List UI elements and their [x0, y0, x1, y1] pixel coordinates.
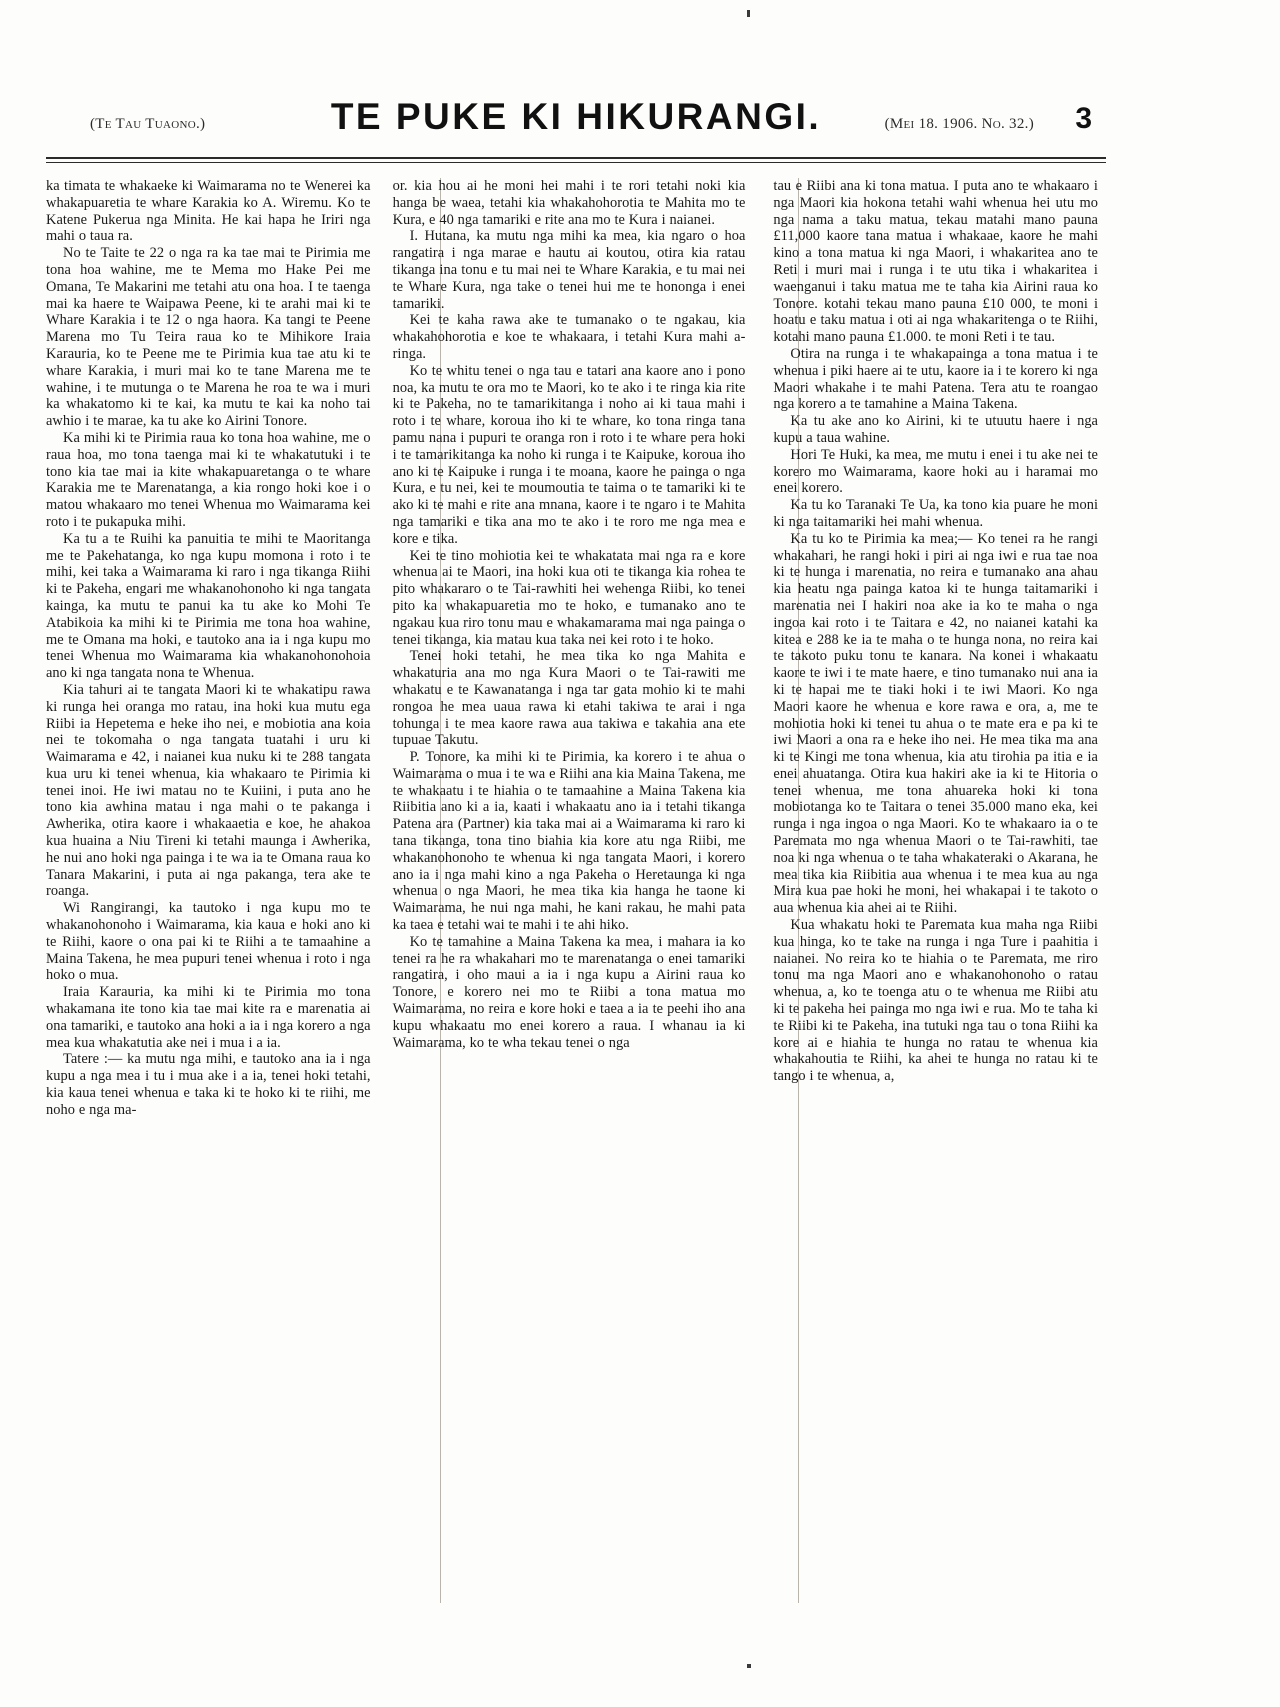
paragraph: Ka tu ake ano ko Airini, ki te utuutu haere i nga kupu a taua wahine. [773, 413, 1098, 446]
paragraph: Hori Te Huki, ka mea, me mutu i enei i tu ake nei te korero mo Waimarama, kaore hoki au i haramai mo enei korero. [773, 446, 1098, 497]
paragraph: Kei te tino mohiotia kei te whakatata mai nga ra e kore whenua ai te Maori, ina hoki kua oti te tikanga kia rohea te pito whakararo o te Tai-rawhiti hei wehenga Riibi, ko tenei pito ka whakapuaretia mo te hoko, e tumanako ano te ngakau kua riro tonu mau e whakamarama mai nga painga o tenei tikanga, kia matau kua taka nei kei roto i te hoko. [392, 547, 746, 648]
paragraph: ka timata te whakaeke ki Waimarama no te Wenerei ka whakapuaretia te whare Karakia ko A. Wiremu. Ko te Katene Pukerua nga Minita. He kai hapa he Iriri nga mahi o taua ra. [46, 178, 371, 245]
paragraph: Iraia Karauria, ka mihi ki te Pirimia mo tona whakamana ite tono kia tae mai kite ra e marenatia ai ona tamariki, e tautoko ana hoki a ia i nga korero a nga mea kua whakatutia ake nei i mua i a ia. [46, 984, 371, 1051]
paragraph: I. Hutana, ka mutu nga mihi ka mea, kia ngaro o hoa rangatira i nga marae e hautu ai koutou, otira kia ratau tikanga ina tonu e tu mai nei te Whare Karakia, e tu mai nei te Whare Kura, nga take o tenei hui me te hononga i enei tamariki. [392, 228, 746, 312]
paragraph: Ka tu ko te Pirimia ka mea;— Ko tenei ra he rangi whakahari, he rangi hoki i piri ai nga iwi e rua tae noa ki te hunga i marenatia, no reira e tumanako ana ahau kia heatu nga painga katoa ki te hunga taitamariki i marenatia nei I hakiri noa ake ia ko te maha o nga ingoa kai roto i te Taitara e 42, no naianei katahi ka kitea e 288 ke ia te maha o te hunga nona, no reira kai te takoto puku tonu te kanara. Na konei i whakaatu kaore te iwi i te mate haere, e tino tumanako nui ana ia ki te hapai me te tiaki hoki i te iwi Maori. Ko nga Maori kaore he whenua e kore rawa e ora, a, me te mohiotia hoki ki tenei tu ahua o te mate era e pa ki te iwi Maori a ona ra e heke iho nei. He mea tika ma ana ki te Kingi me tona whenua, kia atu tirohia pa itia e ia enei ahuatanga. Otira kua hakiri ake ia ki te Hitoria o tenei whenua, me tona ahuareka hoki ki tona mobiotanga ko te Taitara o tenei 35.000 mano eka, kei runga i nga ingoa o nga Maori. Ko te whakaaro ia o te Paremata mo nga whenua Maori o te Tai-rawhiti, tae noa ki nga whenua o te taha whakateraki o Akarana, he mea tika kia Riibitia aua whenua i te mea kua au nga Mira kua pae hoki he moni, hei whakapai i te takoto o aua whenua kia ahei ai te Riihi. [773, 530, 1098, 917]
paragraph: tau e Riibi ana ki tona matua. I puta ano te whakaaro i nga Maori kia hokona tetahi wahi whenua hei utu mo nga nama a taku matua, tekau matahi mano pauna £11,000 kaore tana matua i whakaae, kaore he mahi kino a tona matua ki nga Maori, i whakaritea ano te Reti i muri mai i runga i te utu tika i whakaritea i waenganui i taku matua me te taha kia Airini raua ko Tonore. kotahi tekau mano pauna £10 000, te moni i hoatu e taku matua i oti ai nga whakaritenga o te Riihi, kotahi mano pauna £1.000. te moni Reti i te tau. [773, 178, 1098, 346]
paragraph: or. kia hou ai he moni hei mahi i te rori tetahi noki kia hanga be waea, tetahi kia whakahohorotia te Mahita mo te Kura, e 40 nga tamariki e rite ana mo te Kura i naianei. [392, 178, 746, 228]
masthead-volume-note: (Te Tau Tuaono.) [90, 116, 206, 132]
paragraph: Ka mihi ki te Pirimia raua ko tona hoa wahine, me o raua hoa, mo tona taenga mai ki te whakatutuki i te tono kia tae mai ia kite whakapuaretanga o te whare Karakia me te Marenatanga, a kia rongo hoki koe i o matou whakaaro mo tenei Whenua mo Waimarama kei roto i te pukapuka mihi. [46, 429, 371, 530]
article-columns [46, 178, 1106, 1618]
column-middle [379, 178, 760, 1618]
top-registration-mark [747, 10, 750, 17]
paragraph: Ko te tamahine a Maina Takena ka mea, i mahara ia ko tenei ra he ra whakahari mo te marenatanga o enei tamariki rangatira, i oho maui a ia i nga kupu a Airini raua ko Tonore, e korero nei mo te Riibi a tona matua mo Waimarama, no reira e kore hoki e taea a ia te peehi iho ana kupu whakaatu mo enei korero a raua. I whanau ia ki Waimarama, ko te wha tekau tenei o nga [392, 933, 746, 1051]
paragraph: No te Taite te 22 o nga ra ka tae mai te Pirimia me tona hoa wahine, me te Mema mo Hake Pei me Omana, Te Makarini me tetahi atu ona hoa. I te taenga mai ka haere te Waipawa Peene, ki te arahi mai ki te Whare Karakia i te 12 o nga haora. Ka tangi te Peene Marena mo Tu Teira raua ko te Mihikore Iraia Karauria, ko te Peene me te Pirimia kua tae atu ki te whare Karakia, i muri mai ko te tane Marena me te wahine, i te mutunga o te Marena he roa te wa i muri ka whakatomo ki te kai, ka mutu te kai ka noho tai awhio i te marae, ka tu ake ko Airini Tonore. [46, 245, 371, 430]
paragraph: Ka tu ko Taranaki Te Ua, ka tono kia puare he moni ki nga taitamariki hei mahi whenua. [773, 497, 1098, 530]
bottom-registration-mark [747, 1664, 751, 1668]
paragraph: Wi Rangirangi, ka tautoko i nga kupu mo te whakanohonoho i Waimarama, kia kaua e hoki ano ki te Riihi, kaore o ona pai ki te Riihi a te tamaahine a Maina Takena, he mea pupuri tenei whenua i roto i nga hoko o mua. [46, 900, 371, 984]
column-right [759, 178, 1106, 1618]
masthead-issue-note: (Mei 18. 1906. No. 32.) [884, 116, 1034, 132]
paragraph: Ka tu a te Ruihi ka panuitia te mihi te Maoritanga me te Pakehatanga, ko nga kupu momona i roto i te mihi, kei taka a Waimarama ki raro i nga tikanga Riihi ki te Pakeha, engari me whakanohonoho ki nga tangata kainga, ka mutu te panui ka tu ake ko Mohi Te Atabikoia ka mihi ki te Pirimia me tona hoa wahine, me te Omana ma hoki, e tautoko ana ia i nga kupu mo tenei Whenua mo Waimarama kia whakanohonohoia ano ki nga tangata nona te Whenua. [46, 530, 371, 682]
page-number: 3 [1075, 102, 1092, 135]
paragraph: Kua whakatu hoki te Paremata kua maha nga Riibi kua hinga, ko te take na runga i nga Ture i paahitia i naianei. No reira ko te hiahia o te Paremata, me riro tonu ma nga Maori ano e whakanohonoho o ratau whenua, a, ko te toenga atu o te whenua me Riibi atu ki te pakeha hei painga mo nga iwi e rua. Mo te taha ki te Riibi ki te Pakeha, ina tutuki nga tau o tona Riihi ka kore ai e hiahia te hunga no ratau te whenua kia whakahoutia te Riihi, ka ahei te hunga no ratau ki te tango i te whenua, a, [773, 917, 1098, 1085]
paragraph: P. Tonore, ka mihi ki te Pirimia, ka korero i te ahua o Waimarama o mua i te wa e Riihi ana kia Maina Takena, me te whakaatu i te hiahia o te tamaahine a Maina Takena kia Riibitia ano ki a ia, kaati i whakaatu ano ia i tetahi tikanga Patena ara (Partner) kia taka mai ai a Waimarama ki raro ki tana tikanga, tona tino biahia kia kore atu nga Riibi, me whakanohonoho te whenua ki nga tangata Maori, i korero ano ia i nga mahi kino a nga Pakeha o Heretaunga ki nga whenua o nga Maori, he mea tika kia hanga he taone ki Waimarama, he nui nga mahi, he kani rakau, he mahi pata ka taea e tetahi wai te mahi i te ahi hiko. [392, 749, 746, 934]
paragraph: Kei te kaha rawa ake te tumanako o te ngakau, kia whakahohorotia e koe te whakaara, i tetahi Kura mahi a-ringa. [392, 312, 746, 362]
paragraph: Tenei hoki tetahi, he mea tika ko nga Mahita e whakaturia ana mo nga Kura Maori o te Tai-rawiti me whakatu e te Kawanatanga i nga tar gata mohio ki te mahi rongoa he mea uaua rawa ki etahi takiwa te arai i nga tohunga i te mea kaore rawa aua takiwa e takahia ana ete tupuae Takutu. [392, 648, 746, 749]
paragraph: Otira na runga i te whakapainga a tona matua i te whenua i piki haere ai te utu, kaore ia i te korero ki nga Maori whakahe i te mahi Patena. Tera atu te roangao nga korero a te tamahine a Maina Takena. [773, 345, 1098, 413]
column-left [46, 178, 379, 1618]
masthead [46, 96, 1106, 152]
page-title: TE PUKE KI HIKURANGI. [330, 96, 822, 137]
masthead-divider [46, 157, 1106, 163]
paragraph: Tatere :— ka mutu nga mihi, e tautoko ana ia i nga kupu a nga mea i tu i mua ake i a ia, tenei hoki tetahi, kia kaua tenei whenua e taka ki te hoko ki te riihi, me noho e nga ma- [46, 1051, 371, 1118]
paragraph: Ko te whitu tenei o nga tau e tatari ana kaore ano i pono noa, ka mutu te ora mo te Maori, ko te ako i te ringa kia rite ki te Pakeha, no te tamarikitanga i noho ai ki taua mahi i roto i te whare, koroua iho ki te whare, ko tona ringa tana pamu nana i pupuri te oranga ron i roto i te whare pera hoki i te tamarikitanga ka noho ki runga i te Kaipuke, koroua iho ano ki te Kaipuke i runga i te moana, kaore he painga o nga Kura, e tu nei, kei te moumoutia te taima o te tamariki ki te ako ki te mahi e rite ana mnana, kaore i te ngaro i te Mahita nga tamariki e tika ana mo te ako i te roro me nga mea e kore e tika. [392, 362, 746, 547]
divider-rule-thin [46, 162, 1106, 163]
paragraph: Kia tahuri ai te tangata Maori ki te whakatipu rawa ki runga hei oranga mo ratau, ina hoki kua mutu ega Riibi ia Hepetema e heke iho nei, e mobiotia ana koia nei te tokomaha o nga tangata tuatahi i uru ki Waimarama e 42, i naianei kua nuku ki te 288 tangata kua uru ki tenei whenua, kia whakaaro te Pirimia ki tenei inoi. He iwi matau no te Kuiini, i puta ano he tono kia awhina matau i nga mahi o te pakanga i Awherika, otira kaore i whakaaetia e koe, he ahakoa kua huaina a Niu Tireni ki tetahi maunga i Awherika, he nui ano hoki nga painga i te wa ia te Omana raua ko Tanara Makarini, i puta ai nga pakanga, tera ake te roanga. [46, 681, 371, 900]
